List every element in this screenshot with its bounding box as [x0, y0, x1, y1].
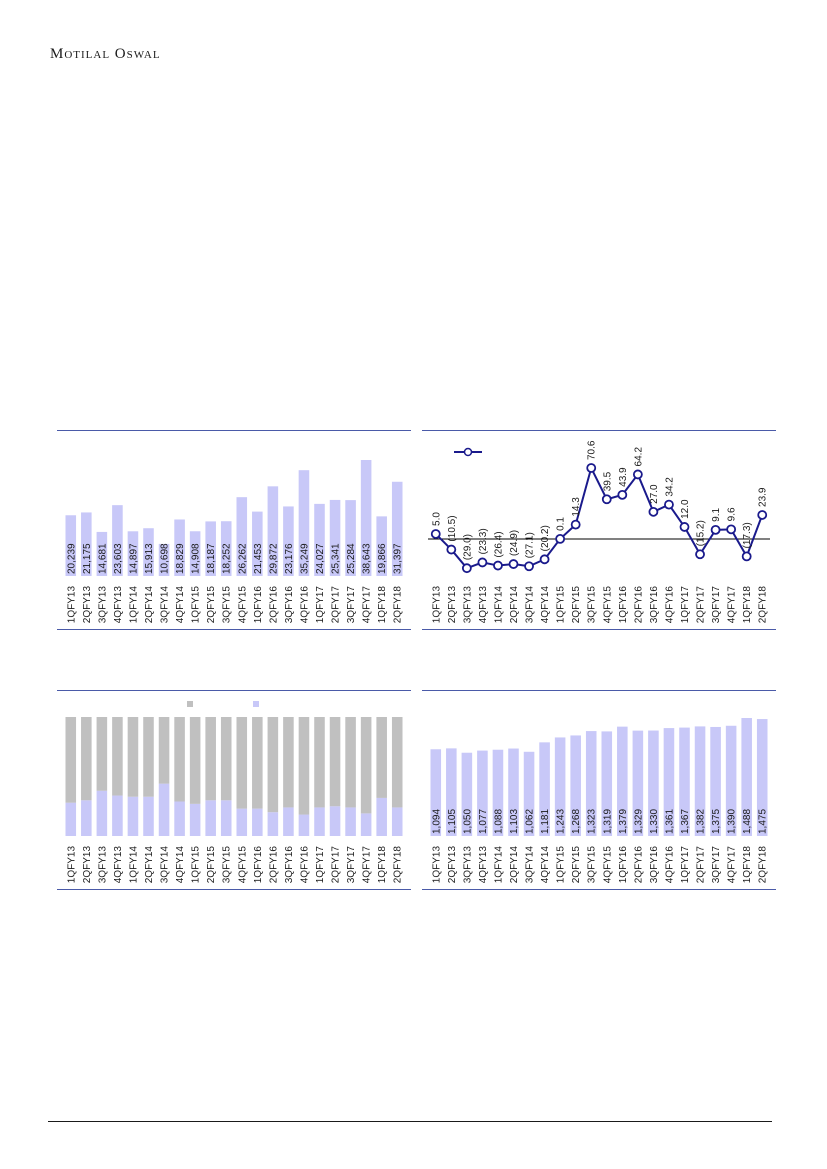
data-label: 1,382: [695, 808, 707, 834]
category-label: 4QFY13: [112, 846, 124, 884]
bar-segment: [97, 717, 108, 791]
data-label: 25,284: [346, 543, 358, 574]
category-label: 1QFY17: [680, 846, 691, 884]
data-point: [665, 501, 673, 509]
data-point: [743, 552, 751, 560]
category-label: 2QFY18: [392, 586, 404, 624]
bar-segment: [236, 717, 247, 809]
bar-segment: [221, 800, 232, 836]
category-label: 3QFY14: [159, 586, 171, 624]
data-label: (24.9): [509, 529, 520, 557]
category-label: 4QFY15: [237, 586, 249, 624]
category-label: 1QFY16: [252, 586, 264, 624]
panel-top-rule: [422, 690, 776, 691]
panel-top-rule: [57, 690, 411, 691]
chart-panel-1: [57, 430, 411, 630]
category-label: 3QFY16: [648, 846, 660, 884]
data-point: [572, 521, 580, 529]
bar-segment: [345, 717, 356, 807]
data-label: 35,249: [299, 543, 311, 574]
category-label: 2QFY14: [144, 586, 155, 624]
data-label: 43.9: [617, 467, 629, 487]
category-label: 4QFY13: [112, 586, 124, 624]
category-label: 3QFY15: [586, 846, 598, 884]
bar-segment: [299, 717, 310, 815]
legend-swatch: [187, 701, 193, 707]
bar-segment: [345, 807, 356, 836]
stacked-bar-chart-3: [57, 690, 411, 890]
data-point: [432, 530, 440, 538]
bar-segment: [190, 804, 201, 836]
data-point: [649, 508, 657, 516]
bar-segment: [376, 717, 387, 798]
data-point: [510, 560, 518, 568]
footer-rule: [48, 1121, 772, 1122]
category-label: 2QFY13: [81, 586, 93, 624]
bar-segment: [174, 717, 185, 801]
data-label: 39.5: [602, 471, 614, 492]
bar-segment: [330, 717, 341, 806]
panel-top-rule: [422, 430, 776, 431]
data-label: 29,872: [268, 543, 280, 574]
data-label: 10,698: [159, 543, 171, 574]
category-label: 1QFY15: [555, 846, 567, 884]
data-label: 31,397: [392, 543, 404, 574]
category-label: 1QFY18: [742, 586, 754, 624]
data-point: [712, 526, 720, 534]
data-label: 24,027: [315, 543, 326, 574]
category-label: 2QFY15: [206, 846, 218, 884]
data-label: 38,643: [361, 543, 373, 574]
data-point: [618, 491, 626, 499]
category-label: 4QFY14: [175, 846, 187, 884]
data-label: 21,175: [81, 543, 93, 574]
bar-segment: [174, 801, 185, 836]
data-point: [463, 564, 471, 572]
category-label: 4QFY16: [664, 586, 676, 624]
category-label: 1QFY15: [555, 586, 567, 624]
bar-segment: [81, 800, 92, 836]
category-label: 1QFY17: [315, 586, 326, 624]
category-label: 4QFY14: [540, 586, 552, 624]
category-label: 2QFY13: [446, 846, 458, 884]
data-point: [494, 562, 502, 570]
bar-segment: [361, 717, 372, 813]
category-label: 1QFY17: [680, 586, 691, 624]
data-label: 25,341: [330, 543, 342, 574]
bar-chart-1: [57, 430, 411, 630]
bar-segment: [112, 717, 123, 796]
panel-top-rule: [57, 430, 411, 431]
bar-segment: [81, 717, 92, 800]
category-label: 1QFY18: [742, 846, 754, 884]
chart-panel-3: [57, 690, 411, 890]
data-label: 1,330: [648, 808, 660, 834]
data-label: 1,323: [586, 808, 598, 834]
data-label: 1,475: [757, 808, 769, 834]
legend-swatch: [253, 701, 259, 707]
category-label: 4QFY16: [299, 586, 311, 624]
category-label: 2QFY13: [446, 586, 458, 624]
bar-segment: [65, 803, 76, 836]
data-label: 34.2: [664, 477, 676, 497]
data-label: 1,181: [540, 808, 552, 834]
category-label: 4QFY15: [237, 846, 249, 884]
category-label: 1QFY18: [377, 846, 389, 884]
data-label: (23.3): [477, 528, 489, 555]
bar-segment: [252, 717, 263, 809]
category-label: 2QFY13: [81, 846, 93, 884]
category-label: 2QFY15: [571, 586, 583, 624]
category-label: 3QFY15: [221, 846, 233, 884]
data-label: 70.6: [586, 440, 598, 460]
data-label: 19,866: [377, 543, 389, 574]
category-label: 1QFY14: [128, 846, 140, 884]
data-point: [587, 464, 595, 472]
data-label: 1,268: [571, 808, 583, 834]
panel-bottom-rule: [422, 629, 776, 630]
data-label: 1,077: [477, 808, 489, 834]
bar-segment: [252, 809, 263, 836]
chart-panel-4: [422, 690, 776, 890]
data-point: [478, 558, 486, 566]
category-label: 2QFY14: [509, 846, 520, 884]
data-label: 1,379: [617, 808, 629, 834]
category-label: 1QFY14: [493, 586, 505, 624]
category-label: 2QFY17: [695, 846, 707, 884]
category-label: 3QFY17: [711, 586, 723, 624]
data-label: (10.5): [446, 515, 458, 542]
data-point: [556, 535, 564, 543]
data-label: 14,897: [128, 543, 140, 574]
category-label: 2QFY18: [757, 586, 769, 624]
category-label: 1QFY13: [66, 846, 78, 884]
line-chart-2: [422, 430, 776, 630]
category-label: 4QFY15: [602, 586, 614, 624]
category-label: 3QFY13: [97, 586, 109, 624]
data-label: 20,239: [66, 543, 78, 574]
data-label: 1,062: [524, 808, 536, 834]
bar-segment: [299, 815, 310, 836]
data-label: 12.0: [680, 499, 691, 519]
panel-bottom-rule: [57, 629, 411, 630]
data-label: 14.3: [571, 497, 583, 517]
category-label: 1QFY16: [617, 586, 629, 624]
category-label: 3QFY16: [648, 586, 660, 624]
category-label: 4QFY16: [664, 846, 676, 884]
data-label: 1,361: [664, 808, 676, 834]
category-label: 1QFY15: [190, 846, 202, 884]
bar-segment: [392, 717, 403, 807]
category-label: 4QFY13: [477, 846, 489, 884]
data-label: 1,488: [742, 808, 754, 834]
category-label: 1QFY14: [493, 846, 505, 884]
category-label: 3QFY16: [283, 846, 295, 884]
data-label: 18,829: [175, 543, 187, 574]
data-label: 23.9: [757, 487, 769, 507]
data-label: 1,094: [431, 808, 443, 834]
data-point: [603, 495, 611, 503]
bar-segment: [268, 812, 279, 836]
data-label: 27.0: [648, 484, 660, 504]
data-label: 15,913: [144, 543, 155, 574]
bar-segment: [65, 717, 76, 803]
data-point: [525, 562, 533, 570]
category-label: 1QFY16: [617, 846, 629, 884]
category-label: 2QFY16: [633, 586, 645, 624]
bar-segment: [283, 807, 294, 836]
category-label: 3QFY15: [221, 586, 233, 624]
chart-panel-2: [422, 430, 776, 630]
data-label: 23,603: [112, 543, 124, 574]
category-label: 3QFY15: [586, 586, 598, 624]
category-label: 2QFY17: [330, 846, 342, 884]
data-label: 1,329: [633, 808, 645, 834]
category-label: 1QFY14: [128, 586, 140, 624]
data-point: [727, 525, 735, 533]
category-label: 1QFY16: [252, 846, 264, 884]
data-label: 1,103: [509, 808, 520, 834]
panel-bottom-rule: [57, 889, 411, 890]
bar-segment: [143, 717, 154, 797]
category-label: 2QFY17: [330, 586, 342, 624]
bar-segment: [221, 717, 232, 800]
category-label: 3QFY16: [283, 586, 295, 624]
category-label: 1QFY13: [431, 846, 443, 884]
bar-segment: [330, 806, 341, 836]
bar-segment: [283, 717, 294, 807]
bar-segment: [143, 797, 154, 836]
category-label: 2QFY14: [144, 846, 155, 884]
bar-segment: [190, 717, 201, 804]
bar-segment: [361, 813, 372, 836]
panel-bottom-rule: [422, 889, 776, 890]
category-label: 2QFY15: [206, 586, 218, 624]
data-point: [696, 550, 704, 558]
data-label: 26,262: [237, 543, 249, 574]
data-label: 5.0: [431, 512, 443, 526]
data-label: 1,050: [462, 808, 474, 834]
category-label: 2QFY18: [392, 846, 404, 884]
data-point: [681, 523, 689, 531]
data-label: (26.4): [493, 531, 505, 558]
data-label: 23,176: [283, 543, 295, 574]
data-label: 14,681: [97, 543, 109, 574]
category-label: 1QFY15: [190, 586, 202, 624]
data-label: 9.6: [726, 507, 738, 522]
bar-segment: [159, 784, 170, 836]
category-label: 2QFY16: [268, 846, 280, 884]
category-label: 3QFY13: [462, 846, 474, 884]
category-label: 4QFY17: [726, 586, 738, 624]
bar-segment: [128, 797, 139, 836]
bar-segment: [205, 800, 216, 836]
data-label: 1,367: [680, 808, 691, 834]
data-label: (15.2): [695, 520, 707, 547]
data-label: 18,187: [206, 543, 218, 574]
data-label: 1,088: [493, 808, 505, 834]
category-label: 1QFY18: [377, 586, 389, 624]
data-label: (29.0): [462, 534, 474, 561]
category-label: 1QFY13: [66, 586, 78, 624]
bar-segment: [97, 791, 108, 836]
category-label: 3QFY14: [159, 846, 171, 884]
data-label: (17.3): [742, 522, 754, 549]
category-label: 4QFY13: [477, 586, 489, 624]
data-label: 1,390: [726, 808, 738, 834]
category-label: 2QFY17: [695, 586, 707, 624]
category-label: 2QFY18: [757, 846, 769, 884]
bar-segment: [128, 717, 139, 797]
category-label: 3QFY13: [97, 846, 109, 884]
data-label: 64.2: [633, 446, 645, 467]
data-label: 21,453: [252, 543, 264, 574]
category-label: 4QFY16: [299, 846, 311, 884]
data-label: 1,375: [711, 808, 723, 834]
bar-segment: [268, 717, 279, 812]
data-label: (27.1): [524, 532, 536, 559]
data-label: 0.1: [555, 516, 567, 531]
data-label: 1,319: [602, 808, 614, 834]
bar-segment: [314, 717, 325, 807]
bar-segment: [112, 796, 123, 836]
category-label: 4QFY14: [175, 586, 187, 624]
data-point: [447, 546, 455, 554]
category-label: 3QFY17: [346, 586, 358, 624]
bar-segment: [159, 717, 170, 784]
category-label: 4QFY14: [540, 846, 552, 884]
bar-segment: [314, 807, 325, 836]
brand-logo: Motilal Oswal: [50, 46, 161, 62]
bar-segment: [376, 798, 387, 836]
data-point: [541, 555, 549, 563]
category-label: 1QFY17: [315, 846, 326, 884]
category-label: 2QFY15: [571, 846, 583, 884]
data-label: 14,908: [190, 543, 202, 574]
category-label: 3QFY17: [346, 846, 358, 884]
category-label: 1QFY13: [431, 586, 443, 624]
category-label: 3QFY13: [462, 586, 474, 624]
bar-segment: [205, 717, 216, 800]
bar-segment: [236, 809, 247, 836]
category-label: 2QFY16: [268, 586, 280, 624]
category-label: 4QFY17: [361, 846, 373, 884]
category-label: 4QFY17: [726, 846, 738, 884]
category-label: 4QFY17: [361, 586, 373, 624]
data-label: 1,243: [555, 808, 567, 834]
category-label: 4QFY15: [602, 846, 614, 884]
data-label: 1,105: [446, 808, 458, 834]
bar-chart-4: [422, 690, 776, 890]
bar-segment: [392, 807, 403, 836]
legend-marker: [465, 449, 472, 456]
data-point: [758, 511, 766, 519]
data-point: [634, 470, 642, 478]
data-label: 18,252: [221, 543, 233, 574]
category-label: 3QFY17: [711, 846, 723, 884]
category-label: 2QFY16: [633, 846, 645, 884]
category-label: 3QFY14: [524, 846, 536, 884]
data-label: (20.2): [540, 525, 552, 552]
category-label: 2QFY14: [509, 586, 520, 624]
data-label: 9.1: [711, 507, 723, 522]
category-label: 3QFY14: [524, 586, 536, 624]
